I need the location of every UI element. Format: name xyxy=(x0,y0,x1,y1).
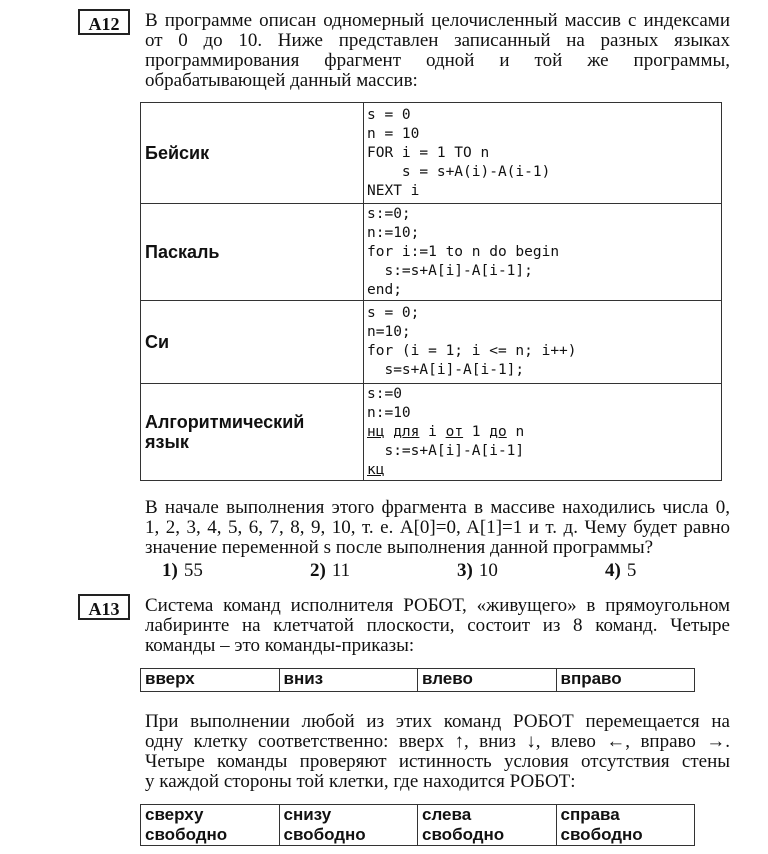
lang-pascal: Паскаль xyxy=(141,204,364,301)
cell-text: свободно xyxy=(560,825,643,844)
text-line: у каждой стороны той клетки, где находится РОБОТ: xyxy=(145,771,576,792)
conditions-table xyxy=(140,804,695,846)
text-line: одну клетку соответственно: вверх ↑, вниз ↓, влево ←, вправо →. xyxy=(145,731,730,752)
code-line: s:=s+A[i]-A[i-1] xyxy=(367,442,525,459)
cell-text: сверху xyxy=(145,805,204,824)
code-fragment: n xyxy=(506,423,525,440)
code-table xyxy=(140,102,722,481)
text-line: команды – это команды-приказы: xyxy=(145,635,415,656)
answer-number: 3) xyxy=(457,560,473,581)
a12-question xyxy=(145,498,730,558)
answer-value: 55 xyxy=(183,560,203,581)
cell-text: снизу xyxy=(283,805,332,824)
code-fragment: 1 xyxy=(463,423,490,440)
code-algorithmic xyxy=(364,384,722,481)
code-line: s:=0 xyxy=(367,385,402,402)
answer-value: 11 xyxy=(331,560,351,581)
condition-top-free xyxy=(141,805,280,846)
text-line: от 0 до 10. Ниже представлен записанный на разных языках xyxy=(145,30,730,51)
text-line: 1, 2, 3, 4, 5, 6, 7, 8, 9, 10, т. е. A[0]=0, A[1]=1 и т. д. Чему будет равно xyxy=(145,517,730,538)
command-up: вверх xyxy=(141,669,280,692)
cell-text: справа xyxy=(560,805,620,824)
task-label-a12: A12 xyxy=(78,9,130,35)
text-line: значение переменной s после выполнения данной программы? xyxy=(145,537,654,558)
answer-option[interactable] xyxy=(310,560,350,582)
text-line: В начале выполнения этого фрагмента в массиве находились числа 0, xyxy=(145,497,730,518)
answer-option[interactable] xyxy=(162,560,203,582)
text-line: программирования фрагмент одной и той же программы, xyxy=(145,50,730,71)
text-line: обрабатывающей данный массив: xyxy=(145,70,418,91)
command-left: влево xyxy=(418,669,557,692)
keyword: для xyxy=(393,423,420,440)
condition-right-free xyxy=(556,805,695,846)
code-fragment: i xyxy=(419,423,446,440)
answer-value: 5 xyxy=(626,560,637,581)
condition-left-free xyxy=(418,805,557,846)
code-pascal: s:=0; n:=10; for i:=1 to n do begin s:=s+A[i]-A[i-1]; end; xyxy=(364,204,722,301)
command-right: вправо xyxy=(556,669,695,692)
text-line: При выполнении любой из этих команд РОБОТ перемещается на xyxy=(145,711,730,732)
cell-text: слева xyxy=(422,805,472,824)
commands-table xyxy=(140,668,695,692)
answer-number: 1) xyxy=(162,560,178,581)
cell-text: свободно xyxy=(145,825,228,844)
keyword: от xyxy=(445,423,464,440)
a12-intro xyxy=(145,11,730,91)
answer-option[interactable] xyxy=(605,560,636,582)
lang-basic: Бейсик xyxy=(141,103,364,204)
answer-value: 10 xyxy=(478,560,498,581)
task-label-a13: A13 xyxy=(78,594,130,620)
code-line: n:=10 xyxy=(367,404,411,421)
answer-number: 4) xyxy=(605,560,621,581)
lang-c: Си xyxy=(141,301,364,384)
text-line: Система команд исполнителя РОБОТ, «живущего» в прямоугольном xyxy=(145,595,730,616)
keyword: нц xyxy=(367,423,385,440)
keyword: до xyxy=(489,423,507,440)
table-row xyxy=(141,103,722,204)
text-line: Четыре команды проверяют истинность условия отсутствия стены xyxy=(145,751,730,772)
command-down: вниз xyxy=(279,669,418,692)
a13-intro xyxy=(145,596,730,656)
table-row xyxy=(141,384,722,481)
text-line: лабиринте на клетчатой плоскости, состоит из 8 команд. Четыре xyxy=(145,615,730,636)
lang-algorithmic: Алгоритмический язык xyxy=(141,384,364,481)
table-row xyxy=(141,204,722,301)
table-row xyxy=(141,301,722,384)
answer-option[interactable] xyxy=(457,560,498,582)
condition-bottom-free xyxy=(279,805,418,846)
text-line: В программе описан одномерный целочисленный массив с индексами xyxy=(145,10,730,31)
answer-number: 2) xyxy=(310,560,326,581)
keyword: кц xyxy=(367,461,385,478)
cell-text: свободно xyxy=(422,825,505,844)
cell-text: свободно xyxy=(283,825,366,844)
code-c: s = 0; n=10; for (i = 1; i <= n; i++) s=s+A[i]-A[i-1]; xyxy=(364,301,722,384)
code-basic: s = 0 n = 10 FOR i = 1 TO n s = s+A(i)-A(i-1) NEXT i xyxy=(364,103,722,204)
a13-middle xyxy=(145,712,730,792)
